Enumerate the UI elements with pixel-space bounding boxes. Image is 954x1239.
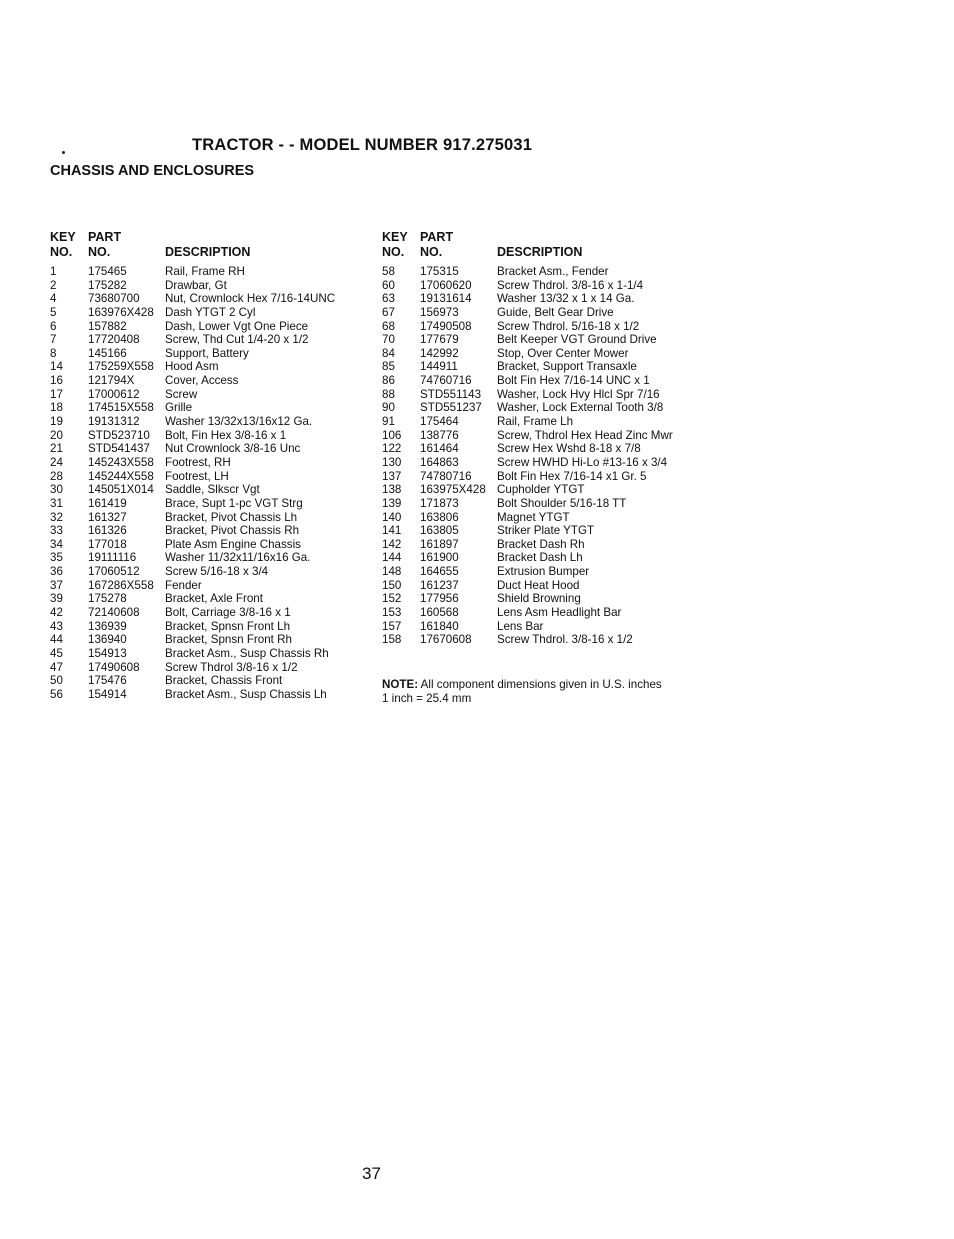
part-description: Cupholder YTGT: [497, 483, 585, 497]
part-description: Screw HWHD Hi-Lo #13-16 x 3/4: [497, 455, 668, 469]
part-number: 154914: [88, 687, 127, 701]
part-number: 19131614: [420, 292, 472, 306]
parts-row: [50, 333, 370, 347]
part-description: Bolt Fin Hex 7/16-14 UNC x 1: [497, 374, 650, 388]
key-number: 122: [382, 442, 402, 456]
key-number: 90: [382, 401, 395, 415]
part-description: Bracket, Axle Front: [165, 592, 263, 606]
note-text: All component dimensions given in U.S. inches: [420, 678, 662, 691]
key-number: 63: [382, 292, 395, 306]
part-description: Washer, Lock External Tooth 3/8: [497, 401, 664, 415]
part-description: Bracket Dash Lh: [497, 551, 583, 565]
part-description: Rail, Frame RH: [165, 265, 245, 278]
page-number: 37: [362, 1164, 381, 1183]
part-description: Hood Asm: [165, 360, 219, 374]
part-number: 167286X558: [88, 578, 154, 592]
parts-row: [382, 633, 702, 647]
part-number: 171873: [420, 496, 459, 510]
part-description: Magnet YTGT: [497, 510, 570, 524]
key-number: 14: [50, 360, 63, 374]
part-number: 17670608: [420, 633, 472, 647]
header-key: KEY: [50, 230, 76, 244]
parts-row: [382, 388, 702, 402]
part-description: Lens Bar: [497, 619, 544, 633]
parts-row: [50, 388, 370, 402]
part-description: Guide, Belt Gear Drive: [497, 305, 614, 319]
part-number: 163976X428: [88, 305, 154, 319]
key-number: 44: [50, 633, 63, 647]
part-description: Bracket, Chassis Front: [165, 674, 283, 688]
part-number: 163805: [420, 524, 459, 538]
header-part: PART: [88, 230, 122, 244]
key-number: 34: [50, 537, 63, 551]
part-number: 161840: [420, 619, 459, 633]
part-description: Washer 13/32x13/16x12 Ga.: [165, 415, 313, 429]
parts-row: [382, 265, 702, 279]
key-number: 20: [50, 428, 63, 442]
part-description: Bolt, Fin Hex 3/8-16 x 1: [165, 428, 287, 442]
part-description: Screw 5/16-18 x 3/4: [165, 565, 269, 579]
key-number: 130: [382, 455, 402, 469]
part-number: 121794X: [88, 374, 135, 388]
part-description: Dash YTGT 2 Cyl: [165, 305, 256, 319]
parts-row: [50, 511, 370, 525]
key-number: 33: [50, 524, 63, 538]
key-number: 153: [382, 606, 402, 620]
part-description: Bracket, Support Transaxle: [497, 360, 637, 374]
part-number: 17060620: [420, 278, 472, 292]
key-number: 88: [382, 387, 395, 401]
parts-row: [382, 415, 702, 429]
part-description: Belt Keeper VGT Ground Drive: [497, 333, 657, 347]
key-number: 24: [50, 455, 63, 469]
header-key-no: NO.: [382, 245, 405, 259]
parts-row: [50, 265, 370, 279]
part-number: 138776: [420, 428, 459, 442]
part-description: Saddle, Slkscr Vgt: [165, 483, 260, 497]
key-number: 19: [50, 415, 63, 429]
key-number: 84: [382, 346, 395, 360]
parts-row: [382, 579, 702, 593]
part-number: 175465: [88, 265, 127, 278]
part-number: 175315: [420, 265, 459, 278]
parts-row: [50, 661, 370, 675]
section-title: CHASSIS AND ENCLOSURES: [50, 163, 255, 179]
part-description: Fender: [165, 578, 202, 592]
part-description: Footrest, LH: [165, 469, 229, 483]
part-number: 164863: [420, 455, 459, 469]
part-description: Bracket Dash Rh: [497, 537, 585, 551]
key-number: 16: [50, 374, 63, 388]
parts-row: [50, 674, 370, 688]
key-number: 142: [382, 537, 402, 551]
part-description: Screw Hex Wshd 8-18 x 7/8: [497, 442, 641, 456]
parts-row: [382, 538, 702, 552]
parts-row: [382, 483, 702, 497]
part-description: Washer 13/32 x 1 x 14 Ga.: [497, 292, 635, 306]
parts-list-header: [50, 231, 370, 265]
part-number: 154913: [88, 646, 127, 660]
parts-list-header: [382, 231, 702, 265]
key-number: 56: [50, 687, 63, 701]
part-number: 164655: [420, 565, 459, 579]
part-description: Grille: [165, 401, 193, 415]
parts-row: [50, 429, 370, 443]
parts-row: [382, 470, 702, 484]
parts-row: [382, 401, 702, 415]
key-number: 137: [382, 469, 402, 483]
header-description: DESCRIPTION: [497, 245, 583, 259]
part-number: 175282: [88, 278, 127, 292]
parts-rows-right: [382, 265, 702, 647]
part-description: Screw: [165, 387, 198, 401]
part-description: Bolt Fin Hex 7/16-14 x1 Gr. 5: [497, 469, 647, 483]
part-description: Drawbar, Gt: [165, 278, 227, 292]
key-number: 58: [382, 265, 395, 278]
part-description: Dash, Lower Vgt One Piece: [165, 319, 309, 333]
part-description: Nut, Crownlock Hex 7/16-14UNC: [165, 292, 336, 306]
part-description: Rail, Frame Lh: [497, 415, 574, 429]
part-description: Screw, Thd Cut 1/4-20 x 1/2: [165, 333, 309, 347]
part-description: Extrusion Bumper: [497, 565, 590, 579]
key-number: 1: [50, 265, 57, 278]
part-description: Striker Plate YTGT: [497, 524, 595, 538]
key-number: 17: [50, 387, 63, 401]
part-description: Bolt Shoulder 5/16-18 TT: [497, 496, 627, 510]
part-number: 145166: [88, 346, 127, 360]
parts-row: [382, 511, 702, 525]
parts-row: [382, 592, 702, 606]
header-part: PART: [420, 230, 454, 244]
part-description: Footrest, RH: [165, 455, 231, 469]
part-description: Screw, Thdrol Hex Head Zinc Mwr: [497, 428, 673, 442]
part-number: 175476: [88, 674, 127, 688]
parts-list-right: [382, 231, 702, 647]
part-number: 17060512: [88, 565, 140, 579]
parts-row: [50, 565, 370, 579]
part-description: Lens Asm Headlight Bar: [497, 606, 622, 620]
key-number: 32: [50, 510, 63, 524]
parts-row: [50, 470, 370, 484]
key-number: 85: [382, 360, 395, 374]
parts-row: [382, 360, 702, 374]
part-number: STD523710: [88, 428, 150, 442]
stray-mark: [62, 151, 65, 154]
header-part-no: NO.: [420, 245, 443, 259]
key-number: 139: [382, 496, 402, 510]
part-description: Washer 11/32x11/16x16 Ga.: [165, 551, 311, 565]
parts-rows-left: [50, 265, 370, 702]
parts-row: [382, 374, 702, 388]
part-number: STD541437: [88, 442, 150, 456]
parts-row: [382, 456, 702, 470]
part-number: 74760716: [420, 374, 472, 388]
parts-row: [382, 292, 702, 306]
parts-row: [382, 442, 702, 456]
parts-row: [50, 401, 370, 415]
part-number: 17490608: [88, 660, 140, 674]
part-number: 161464: [420, 442, 459, 456]
parts-row: [50, 606, 370, 620]
part-number: 161900: [420, 551, 459, 565]
parts-row: [382, 347, 702, 361]
part-number: 136940: [88, 633, 127, 647]
key-number: 106: [382, 428, 402, 442]
parts-row: [382, 497, 702, 511]
part-description: Screw Thdrol 3/8-16 x 1/2: [165, 660, 298, 674]
header-description: DESCRIPTION: [165, 245, 251, 259]
part-description: Screw Thdrol. 5/16-18 x 1/2: [497, 319, 640, 333]
part-number: 145244X558: [88, 469, 154, 483]
key-number: 8: [50, 346, 57, 360]
part-number: 161419: [88, 496, 127, 510]
parts-row: [50, 442, 370, 456]
parts-row: [50, 497, 370, 511]
key-number: 21: [50, 442, 63, 456]
part-number: 145051X014: [88, 483, 154, 497]
dimensions-note: [382, 678, 662, 706]
part-number: 136939: [88, 619, 127, 633]
part-number: 175259X558: [88, 360, 154, 374]
parts-row: [50, 360, 370, 374]
part-number: 161897: [420, 537, 459, 551]
parts-row: [382, 606, 702, 620]
key-number: 6: [50, 319, 57, 333]
parts-row: [50, 483, 370, 497]
part-number: 17000612: [88, 387, 140, 401]
key-number: 5: [50, 305, 57, 319]
parts-row: [50, 579, 370, 593]
part-number: 145243X558: [88, 455, 154, 469]
part-number: 175464: [420, 415, 459, 429]
part-number: 17720408: [88, 333, 140, 347]
key-number: 86: [382, 374, 395, 388]
key-number: 45: [50, 646, 63, 660]
key-number: 18: [50, 401, 63, 415]
parts-row: [382, 429, 702, 443]
part-number: 161326: [88, 524, 127, 538]
parts-row: [50, 292, 370, 306]
parts-row: [50, 347, 370, 361]
part-description: Bracket Asm., Susp Chassis Rh: [165, 646, 329, 660]
parts-row: [50, 415, 370, 429]
parts-row: [382, 333, 702, 347]
part-description: Bracket Asm., Susp Chassis Lh: [165, 687, 327, 701]
key-number: 67: [382, 305, 395, 319]
part-description: Bracket Asm., Fender: [497, 265, 609, 278]
parts-row: [50, 688, 370, 702]
part-number: 161327: [88, 510, 127, 524]
key-number: 157: [382, 619, 402, 633]
key-number: 148: [382, 565, 402, 579]
part-number: 19131312: [88, 415, 140, 429]
part-description: Bolt, Carriage 3/8-16 x 1: [165, 606, 291, 620]
parts-row: [50, 592, 370, 606]
part-number: 142992: [420, 346, 459, 360]
part-description: Bracket, Spnsn Front Lh: [165, 619, 291, 633]
part-description: Plate Asm Engine Chassis: [165, 537, 301, 551]
parts-row: [50, 524, 370, 538]
parts-row: [382, 620, 702, 634]
part-number: 163975X428: [420, 483, 486, 497]
key-number: 36: [50, 565, 63, 579]
key-number: 30: [50, 483, 63, 497]
part-number: 177679: [420, 333, 459, 347]
part-number: 163806: [420, 510, 459, 524]
note-label: NOTE:: [382, 678, 419, 691]
parts-row: [382, 565, 702, 579]
parts-row: [382, 306, 702, 320]
header-part-no: NO.: [88, 245, 111, 259]
parts-row: [50, 633, 370, 647]
parts-row: [50, 620, 370, 634]
parts-row: [50, 538, 370, 552]
part-number: 177018: [88, 537, 127, 551]
part-description: Screw Thdrol. 3/8-16 x 1-1/4: [497, 278, 644, 292]
parts-row: [50, 374, 370, 388]
part-description: Nut Crownlock 3/8-16 Unc: [165, 442, 301, 456]
parts-row: [50, 306, 370, 320]
part-number: 72140608: [88, 606, 140, 620]
parts-row: [50, 456, 370, 470]
key-number: 50: [50, 674, 63, 688]
part-number: 17490508: [420, 319, 472, 333]
part-description: Duct Heat Hood: [497, 578, 580, 592]
parts-row: [50, 647, 370, 661]
part-description: Screw Thdrol. 3/8-16 x 1/2: [497, 633, 633, 647]
parts-row: [382, 320, 702, 334]
key-number: 28: [50, 469, 63, 483]
part-description: Stop, Over Center Mower: [497, 346, 629, 360]
parts-list-left: [50, 231, 370, 702]
part-number: 73680700: [88, 292, 140, 306]
parts-row: [382, 279, 702, 293]
part-description: Bracket, Pivot Chassis Rh: [165, 524, 300, 538]
key-number: 141: [382, 524, 402, 538]
key-number: 2: [50, 278, 57, 292]
part-number: STD551143: [420, 387, 482, 401]
part-number: 157882: [88, 319, 127, 333]
part-number: 156973: [420, 305, 459, 319]
part-description: Shield Browning: [497, 592, 581, 606]
part-description: Brace, Supt 1-pc VGT Strg: [165, 496, 303, 510]
parts-row: [50, 279, 370, 293]
part-description: Support, Battery: [165, 346, 249, 360]
key-number: 158: [382, 633, 402, 647]
key-number: 31: [50, 496, 63, 510]
key-number: 70: [382, 333, 395, 347]
part-number: 19111116: [88, 551, 137, 565]
key-number: 140: [382, 510, 402, 524]
key-number: 91: [382, 415, 395, 429]
key-number: 152: [382, 592, 402, 606]
parts-row: [382, 524, 702, 538]
key-number: 39: [50, 592, 63, 606]
part-description: Bracket, Pivot Chassis Lh: [165, 510, 298, 524]
parts-row: [382, 551, 702, 565]
key-number: 60: [382, 278, 395, 292]
part-number: 144911: [420, 360, 458, 374]
part-description: Washer, Lock Hvy Hlcl Spr 7/16: [497, 387, 660, 401]
page-title: TRACTOR - - MODEL NUMBER 917.275031: [192, 136, 533, 154]
key-number: 4: [50, 292, 57, 306]
part-number: 174515X558: [88, 401, 154, 415]
part-number: 74780716: [420, 469, 472, 483]
key-number: 37: [50, 578, 63, 592]
key-number: 42: [50, 606, 63, 620]
part-number: 160568: [420, 606, 459, 620]
header-key: KEY: [382, 230, 408, 244]
part-number: 177956: [420, 592, 459, 606]
parts-row: [50, 320, 370, 334]
header-key-no: NO.: [50, 245, 73, 259]
key-number: 144: [382, 551, 402, 565]
part-description: Bracket, Spnsn Front Rh: [165, 633, 292, 647]
key-number: 7: [50, 333, 57, 347]
part-description: Cover, Access: [165, 374, 239, 388]
part-number: STD551237: [420, 401, 482, 415]
note-conversion: 1 inch = 25.4 mm: [382, 692, 472, 705]
key-number: 47: [50, 660, 63, 674]
part-number: 161237: [420, 578, 459, 592]
key-number: 150: [382, 578, 402, 592]
parts-row: [50, 551, 370, 565]
key-number: 43: [50, 619, 63, 633]
key-number: 68: [382, 319, 395, 333]
part-number: 175278: [88, 592, 127, 606]
key-number: 138: [382, 483, 402, 497]
key-number: 35: [50, 551, 63, 565]
